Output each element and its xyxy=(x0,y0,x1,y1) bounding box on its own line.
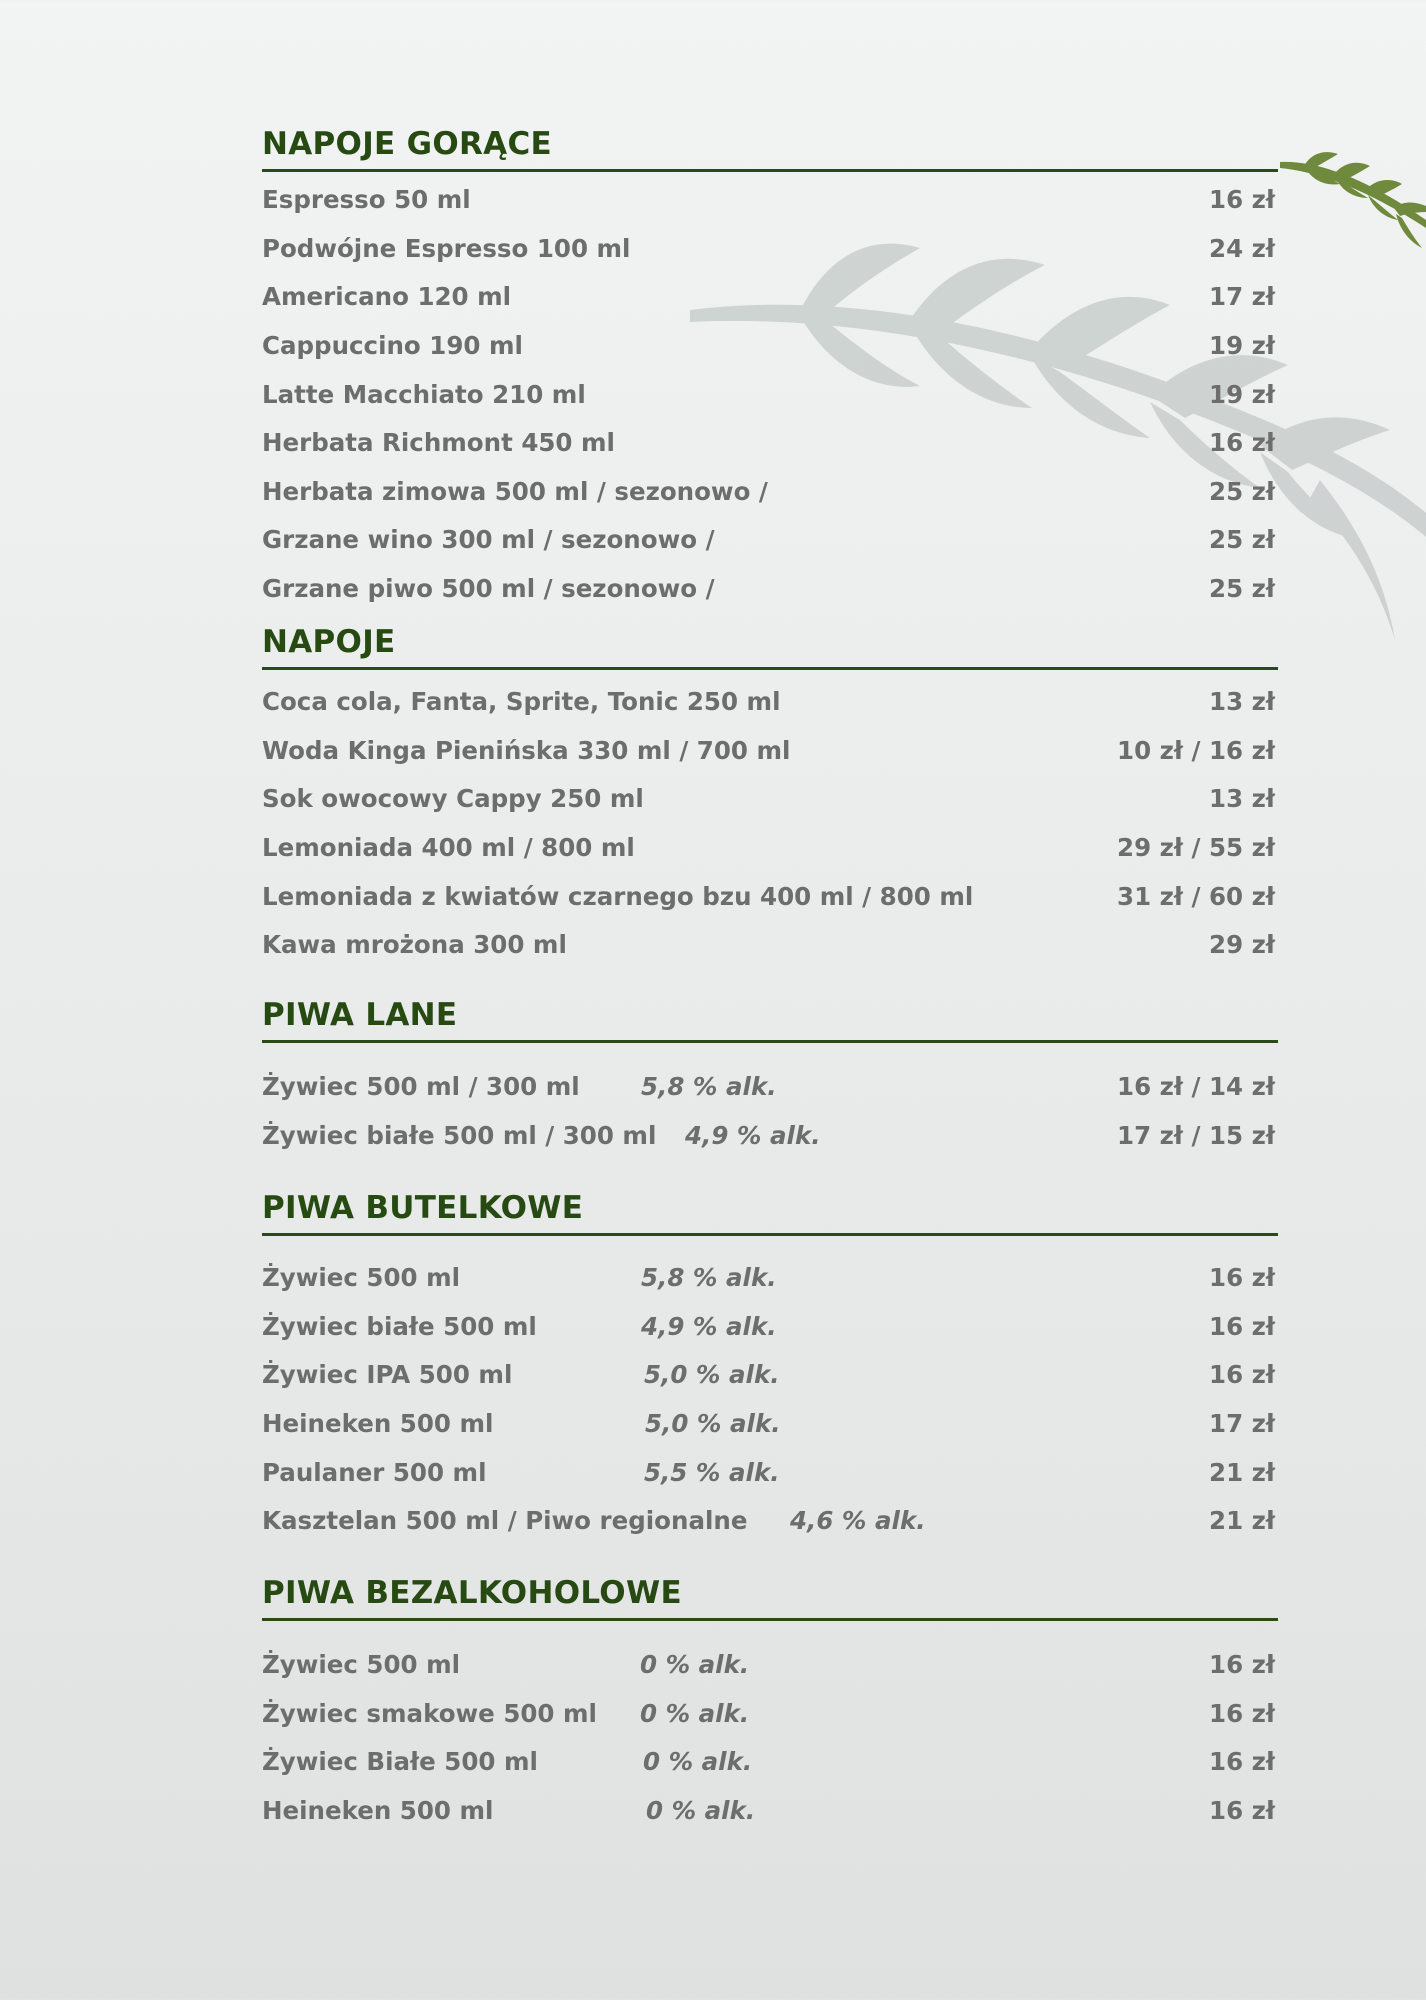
item-price: 16 zł / 14 zł xyxy=(1117,1072,1275,1102)
item-name: Żywiec 500 ml / 300 ml xyxy=(262,1072,580,1102)
menu-item xyxy=(262,468,1278,517)
menu-item xyxy=(262,824,1278,873)
menu-item xyxy=(262,1400,1278,1449)
section-hot-drinks xyxy=(262,124,1278,622)
menu-item xyxy=(262,1351,1278,1400)
item-name: Heineken 500 ml xyxy=(262,1409,494,1439)
item-name: Żywiec białe 500 ml xyxy=(262,1311,537,1341)
section-divider xyxy=(262,667,1278,670)
fern-frond-decoration xyxy=(1276,150,1426,260)
menu-item xyxy=(262,921,1278,970)
menu-item xyxy=(262,678,1278,727)
item-price: 25 zł xyxy=(1209,476,1275,506)
item-name: Grzane piwo 500 ml / sezonowo / xyxy=(262,574,715,604)
item-name: Podwójne Espresso 100 ml xyxy=(262,233,631,263)
menu-item xyxy=(262,322,1278,371)
item-alcohol: 4,9 % alk. xyxy=(641,1311,777,1341)
item-name: Żywiec Białe 500 ml xyxy=(262,1747,538,1777)
item-alcohol: 0 % alk. xyxy=(640,1650,750,1680)
item-price: 13 zł xyxy=(1209,687,1275,717)
item-name: Żywiec 500 ml xyxy=(262,1650,461,1680)
item-price: 10 zł / 16 zł xyxy=(1117,735,1275,765)
item-alcohol: 4,6 % alk. xyxy=(790,1506,926,1536)
item-alcohol: 0 % alk. xyxy=(646,1796,756,1826)
item-price: 24 zł xyxy=(1209,233,1275,263)
section-drinks xyxy=(262,622,1278,995)
item-name: Herbata zimowa 500 ml / sezonowo / xyxy=(262,476,768,506)
menu-item xyxy=(262,1787,1278,1836)
item-alcohol: 4,9 % alk. xyxy=(685,1120,821,1150)
menu-item xyxy=(262,727,1278,776)
item-price: 17 zł xyxy=(1209,282,1275,312)
item-alcohol: 5,5 % alk. xyxy=(644,1457,780,1487)
item-alcohol: 5,8 % alk. xyxy=(641,1263,777,1293)
menu-item xyxy=(262,1112,1278,1161)
menu-card xyxy=(262,124,1278,1835)
item-price: 29 zł xyxy=(1209,930,1275,960)
item-name: Woda Kinga Pienińska 330 ml / 700 ml xyxy=(262,735,791,765)
item-list xyxy=(262,1063,1278,1160)
item-name: Latte Macchiato 210 ml xyxy=(262,379,586,409)
item-name: Espresso 50 ml xyxy=(262,185,471,215)
item-price: 13 zł xyxy=(1209,784,1275,814)
menu-item xyxy=(262,419,1278,468)
item-name: Heineken 500 ml xyxy=(262,1796,494,1826)
section-title: PIWA BEZALKOHOLOWE xyxy=(262,1575,682,1611)
item-list xyxy=(262,1641,1278,1835)
item-name: Lemoniada z kwiatów czarnego bzu 400 ml / 800 ml xyxy=(262,881,974,911)
section-divider xyxy=(262,169,1278,172)
item-price: 29 zł / 55 zł xyxy=(1117,833,1275,863)
menu-item xyxy=(262,176,1278,225)
item-name: Lemoniada 400 ml / 800 ml xyxy=(262,833,635,863)
item-alcohol: 5,0 % alk. xyxy=(645,1409,781,1439)
menu-item xyxy=(262,565,1278,614)
item-price: 21 zł xyxy=(1209,1506,1275,1536)
section-title: PIWA LANE xyxy=(262,997,458,1033)
item-price: 16 zł xyxy=(1209,1747,1275,1777)
item-price: 16 zł xyxy=(1209,1650,1275,1680)
menu-item xyxy=(262,370,1278,419)
item-name: Żywiec smakowe 500 ml xyxy=(262,1698,597,1728)
item-alcohol: 0 % alk. xyxy=(643,1747,753,1777)
item-name: Żywiec 500 ml xyxy=(262,1263,461,1293)
item-price: 19 zł xyxy=(1209,379,1275,409)
item-name: Sok owocowy Cappy 250 ml xyxy=(262,784,644,814)
item-name: Americano 120 ml xyxy=(262,282,512,312)
menu-item xyxy=(262,225,1278,274)
section-title: NAPOJE xyxy=(262,624,396,660)
item-price: 17 zł xyxy=(1209,1409,1275,1439)
fern-leaf-icon xyxy=(1276,150,1426,260)
item-price: 17 zł / 15 zł xyxy=(1117,1120,1275,1150)
item-alcohol: 5,8 % alk. xyxy=(641,1072,777,1102)
menu-item xyxy=(262,1738,1278,1787)
section-draft-beer xyxy=(262,995,1278,1188)
item-list xyxy=(262,678,1278,970)
item-list xyxy=(262,1254,1278,1546)
section-title: PIWA BUTELKOWE xyxy=(262,1190,584,1226)
menu-item xyxy=(262,1448,1278,1497)
menu-item xyxy=(262,1063,1278,1112)
item-name: Kawa mrożona 300 ml xyxy=(262,930,567,960)
item-list xyxy=(262,176,1278,613)
section-divider xyxy=(262,1618,1278,1621)
item-name: Paulaner 500 ml xyxy=(262,1457,487,1487)
item-price: 16 zł xyxy=(1209,1698,1275,1728)
menu-item xyxy=(262,1641,1278,1690)
menu-item xyxy=(262,775,1278,824)
item-price: 16 zł xyxy=(1209,1360,1275,1390)
section-non-alcoholic-beer xyxy=(262,1573,1278,1835)
item-price: 16 zł xyxy=(1209,1796,1275,1826)
item-name: Żywiec IPA 500 ml xyxy=(262,1360,513,1390)
menu-item xyxy=(262,516,1278,565)
item-price: 16 zł xyxy=(1209,428,1275,458)
item-name: Herbata Richmont 450 ml xyxy=(262,428,615,458)
menu-item xyxy=(262,273,1278,322)
menu-item xyxy=(262,1497,1278,1546)
item-name: Grzane wino 300 ml / sezonowo / xyxy=(262,525,715,555)
item-name: Cappuccino 190 ml xyxy=(262,331,523,361)
menu-item xyxy=(262,1690,1278,1739)
item-name: Kasztelan 500 ml / Piwo regionalne xyxy=(262,1506,748,1536)
item-name: Coca cola, Fanta, Sprite, Tonic 250 ml xyxy=(262,687,781,717)
item-price: 25 zł xyxy=(1209,525,1275,555)
item-price: 19 zł xyxy=(1209,331,1275,361)
item-price: 21 zł xyxy=(1209,1457,1275,1487)
section-bottled-beer xyxy=(262,1188,1278,1573)
item-alcohol: 5,0 % alk. xyxy=(644,1360,780,1390)
section-divider xyxy=(262,1040,1278,1043)
item-price: 16 zł xyxy=(1209,1311,1275,1341)
menu-item xyxy=(262,1303,1278,1352)
menu-item xyxy=(262,1254,1278,1303)
item-name: Żywiec białe 500 ml / 300 ml xyxy=(262,1120,657,1150)
menu-item xyxy=(262,872,1278,921)
section-divider xyxy=(262,1233,1278,1236)
item-price: 31 zł / 60 zł xyxy=(1117,881,1275,911)
section-title: NAPOJE GORĄCE xyxy=(262,126,552,162)
item-price: 16 zł xyxy=(1209,185,1275,215)
item-alcohol: 0 % alk. xyxy=(640,1698,750,1728)
item-price: 16 zł xyxy=(1209,1263,1275,1293)
item-price: 25 zł xyxy=(1209,574,1275,604)
